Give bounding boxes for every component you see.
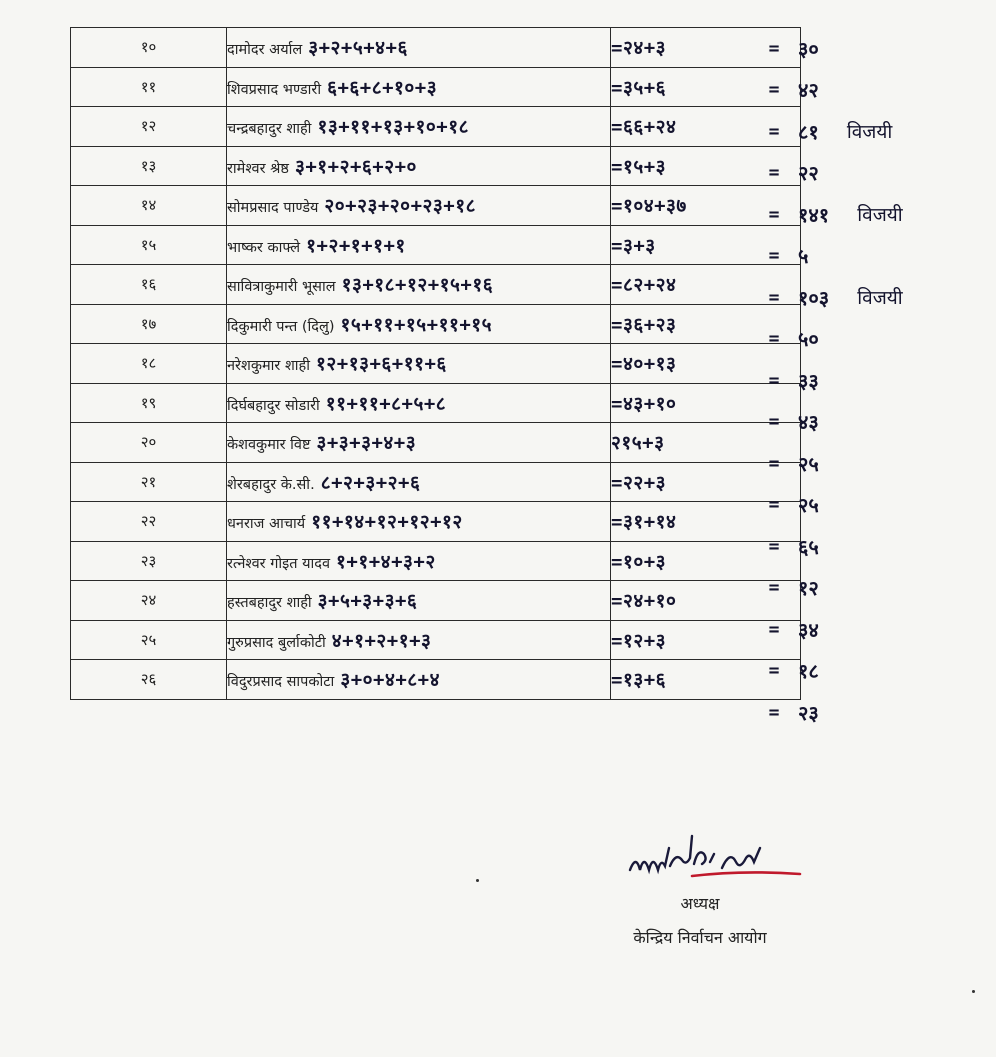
equals-sign: = [768,203,780,225]
candidate-name: विदुरप्रसाद सापकोटा [227,674,335,691]
equals-sign: = [768,701,780,723]
winner-mark: विजयी [857,287,903,309]
equals-sign: = [768,328,780,349]
equals-sign: = [768,494,780,515]
handwritten-total: ५ [798,244,809,268]
signatory-role: अध्यक्ष [680,894,720,913]
candidate-name: दामोदर अर्याल [227,42,303,59]
table-row [71,107,801,147]
organization-name: केन्द्रिय निर्वाचन आयोग [633,928,767,947]
handwritten-subtotal: =६६+२४ [611,116,677,139]
serial-number: २१ [71,462,227,502]
equals-sign: = [768,535,780,557]
serial-number: १२ [71,107,227,147]
equals-sign: = [768,245,780,266]
candidate-name: गुरुप्रसाद बुर्लाकोटी [227,634,326,651]
candidate-cell [227,383,611,423]
row-total [768,278,988,316]
serial-number: २६ [71,660,227,700]
equals-sign: = [768,79,780,100]
candidate-name: भाष्कर काफ्ले [227,239,301,256]
candidate-name: हस्तबहादुर शाही [227,595,312,612]
signature-icon [622,832,812,890]
equals-sign: = [768,37,780,59]
table-row [71,581,801,621]
candidate-name: सावित्राकुमारी भूसाल [227,279,336,296]
candidate-cell [227,581,611,621]
serial-number: १० [71,28,227,68]
candidate-name: शेरबहादुर के.सी. [227,476,315,493]
candidate-name: रत्नेश्वर गोइत यादव [227,555,331,572]
serial-number: ११ [71,67,227,107]
row-total [768,237,988,275]
row-total [768,29,988,67]
equals-sign: = [768,618,780,640]
table-row [71,265,801,305]
handwritten-marks: ३+१+२+६+२+० [294,155,417,178]
row-total [768,112,988,150]
equals-sign: = [768,660,780,681]
candidate-cell [227,541,611,581]
table-row [71,28,801,68]
handwritten-subtotal: =२४+१० [611,590,677,613]
handwritten-total: ६५ [798,534,819,559]
handwritten-marks: १३+११+१३+१०+१८ [317,116,469,139]
candidate-name: चन्द्रबहादुर शाही [227,121,312,138]
candidate-name: धनराज आचार्य [227,516,306,533]
handwritten-total: ५० [798,327,819,351]
winner-mark: विजयी [846,121,893,143]
row-total [768,693,988,731]
row-total [768,361,988,399]
table-row [71,344,801,384]
row-total [768,195,988,233]
equals-sign: = [768,411,780,432]
candidate-cell [227,620,611,660]
handwritten-total: ३३ [798,368,819,393]
candidate-cell [227,225,611,265]
equals-sign: = [768,120,780,142]
handwritten-subtotal: =३+३ [611,234,656,257]
handwritten-marks: ३+५+३+३+६ [317,590,418,613]
equals-sign: = [768,577,780,598]
handwritten-total: ४३ [798,410,819,434]
handwritten-subtotal: =१०४+३७ [611,195,687,218]
handwritten-subtotal: =३६+२३ [611,313,677,336]
serial-number: २२ [71,502,227,542]
candidate-name: रामेश्वर श्रेष्ठ [227,160,289,177]
handwritten-total: १४१ [798,202,830,227]
serial-number: १६ [71,265,227,305]
table-row [71,660,801,700]
row-total [768,444,988,482]
handwritten-total: १२ [798,576,819,600]
row-total [768,569,988,607]
signature-block [570,832,830,948]
handwritten-subtotal: =२२+३ [611,471,667,494]
candidate-cell [227,107,611,147]
row-total [768,610,988,648]
vote-tally-table [70,27,801,700]
handwritten-subtotal: =१३+६ [611,669,667,692]
serial-number: २५ [71,620,227,660]
candidate-name: नरेशकुमार शाही [227,358,311,375]
candidate-cell [227,304,611,344]
candidate-name: शिवप्रसाद भण्डारी [227,81,322,98]
candidate-cell [227,423,611,463]
handwritten-total: २२ [798,161,819,185]
serial-number: १८ [71,344,227,384]
handwritten-total: १८ [798,659,819,683]
candidate-cell [227,186,611,226]
handwritten-marks: २०+२३+२०+२३+१८ [324,195,476,218]
signature [570,832,830,890]
handwritten-marks: १+१+४+३+२ [336,550,436,573]
serial-number: २० [71,423,227,463]
serial-number: १७ [71,304,227,344]
handwritten-marks: ४+१+२+१+३ [331,629,432,652]
handwritten-marks: ११+१४+१२+१२+१२ [311,511,463,534]
handwritten-marks: १३+१८+१२+१५+१६ [341,274,494,297]
handwritten-marks: ३+३+३+४+३ [316,432,417,455]
handwritten-subtotal: =४०+१३ [611,353,677,376]
serial-number: २४ [71,581,227,621]
handwritten-subtotal: =१५+३ [611,155,667,178]
candidate-cell [227,28,611,68]
handwritten-marks: ११+११+८+५+८ [325,392,447,415]
serial-number: १३ [71,146,227,186]
table-row [71,146,801,186]
candidate-cell [227,146,611,186]
candidate-cell [227,67,611,107]
handwritten-total: १०३ [798,285,830,310]
candidate-cell [227,344,611,384]
winner-mark: विजयी [857,204,903,226]
handwritten-total: ३४ [798,617,819,642]
handwritten-total: २५ [798,451,819,476]
handwritten-total: ३० [798,36,819,61]
table-row [71,462,801,502]
equals-sign: = [768,286,780,308]
candidate-cell [227,265,611,305]
candidate-cell [227,502,611,542]
handwritten-marks: ३+०+४+८+४ [340,669,440,692]
table-row [71,304,801,344]
table-row [71,225,801,265]
table-row [71,423,801,463]
row-total [768,403,988,441]
row-total [768,486,988,524]
serial-number: १५ [71,225,227,265]
handwritten-total: ४२ [798,78,819,102]
table-row [71,541,801,581]
handwritten-total: २५ [798,493,819,517]
candidate-name: केशवकुमार विष्ट [227,437,311,454]
handwritten-subtotal: २१५+३ [611,432,665,455]
handwritten-subtotal: =२४+३ [611,37,667,60]
serial-number: १९ [71,383,227,423]
serial-number: १४ [71,186,227,226]
row-total [768,527,988,565]
handwritten-marks: १२+१३+६+११+६ [316,353,447,376]
candidate-name: दिकुमारी पन्त (दिलु) [227,318,335,335]
handwritten-total: २३ [798,700,819,725]
handwritten-subtotal: =१०+३ [611,550,667,573]
candidate-cell [227,660,611,700]
handwritten-subtotal: =३५+६ [611,76,667,99]
equals-sign: = [768,162,780,183]
handwritten-marks: १५+११+१५+११+१५ [340,313,493,336]
candidate-cell [227,462,611,502]
row-total [768,71,988,109]
row-total [768,652,988,690]
row-total [768,154,988,192]
table-row [71,620,801,660]
equals-sign: = [768,369,780,391]
row-total [768,320,988,358]
serial-number: २३ [71,541,227,581]
handwritten-marks: ६+६+८+१०+३ [327,76,438,99]
handwritten-subtotal: =४३+१० [611,392,677,415]
candidate-name: दिर्घबहादुर सोडारी [227,397,320,414]
table-row [71,383,801,423]
handwritten-marks: ८+२+३+२+६ [320,471,421,494]
handwritten-total: ८१ [798,119,819,144]
handwritten-subtotal: =१२+३ [611,629,667,652]
equals-sign: = [768,452,780,474]
speck [972,990,975,993]
table-row [71,186,801,226]
candidate-name: सोमप्रसाद पाण्डेय [227,200,319,217]
speck [476,879,479,882]
handwritten-subtotal: =३१+१४ [611,511,677,534]
table-row [71,67,801,107]
handwritten-marks: ३+२+५+४+६ [308,37,408,60]
table-row [71,502,801,542]
handwritten-subtotal: =८२+२४ [611,274,677,297]
handwritten-marks: १+२+१+१+१ [306,234,406,257]
